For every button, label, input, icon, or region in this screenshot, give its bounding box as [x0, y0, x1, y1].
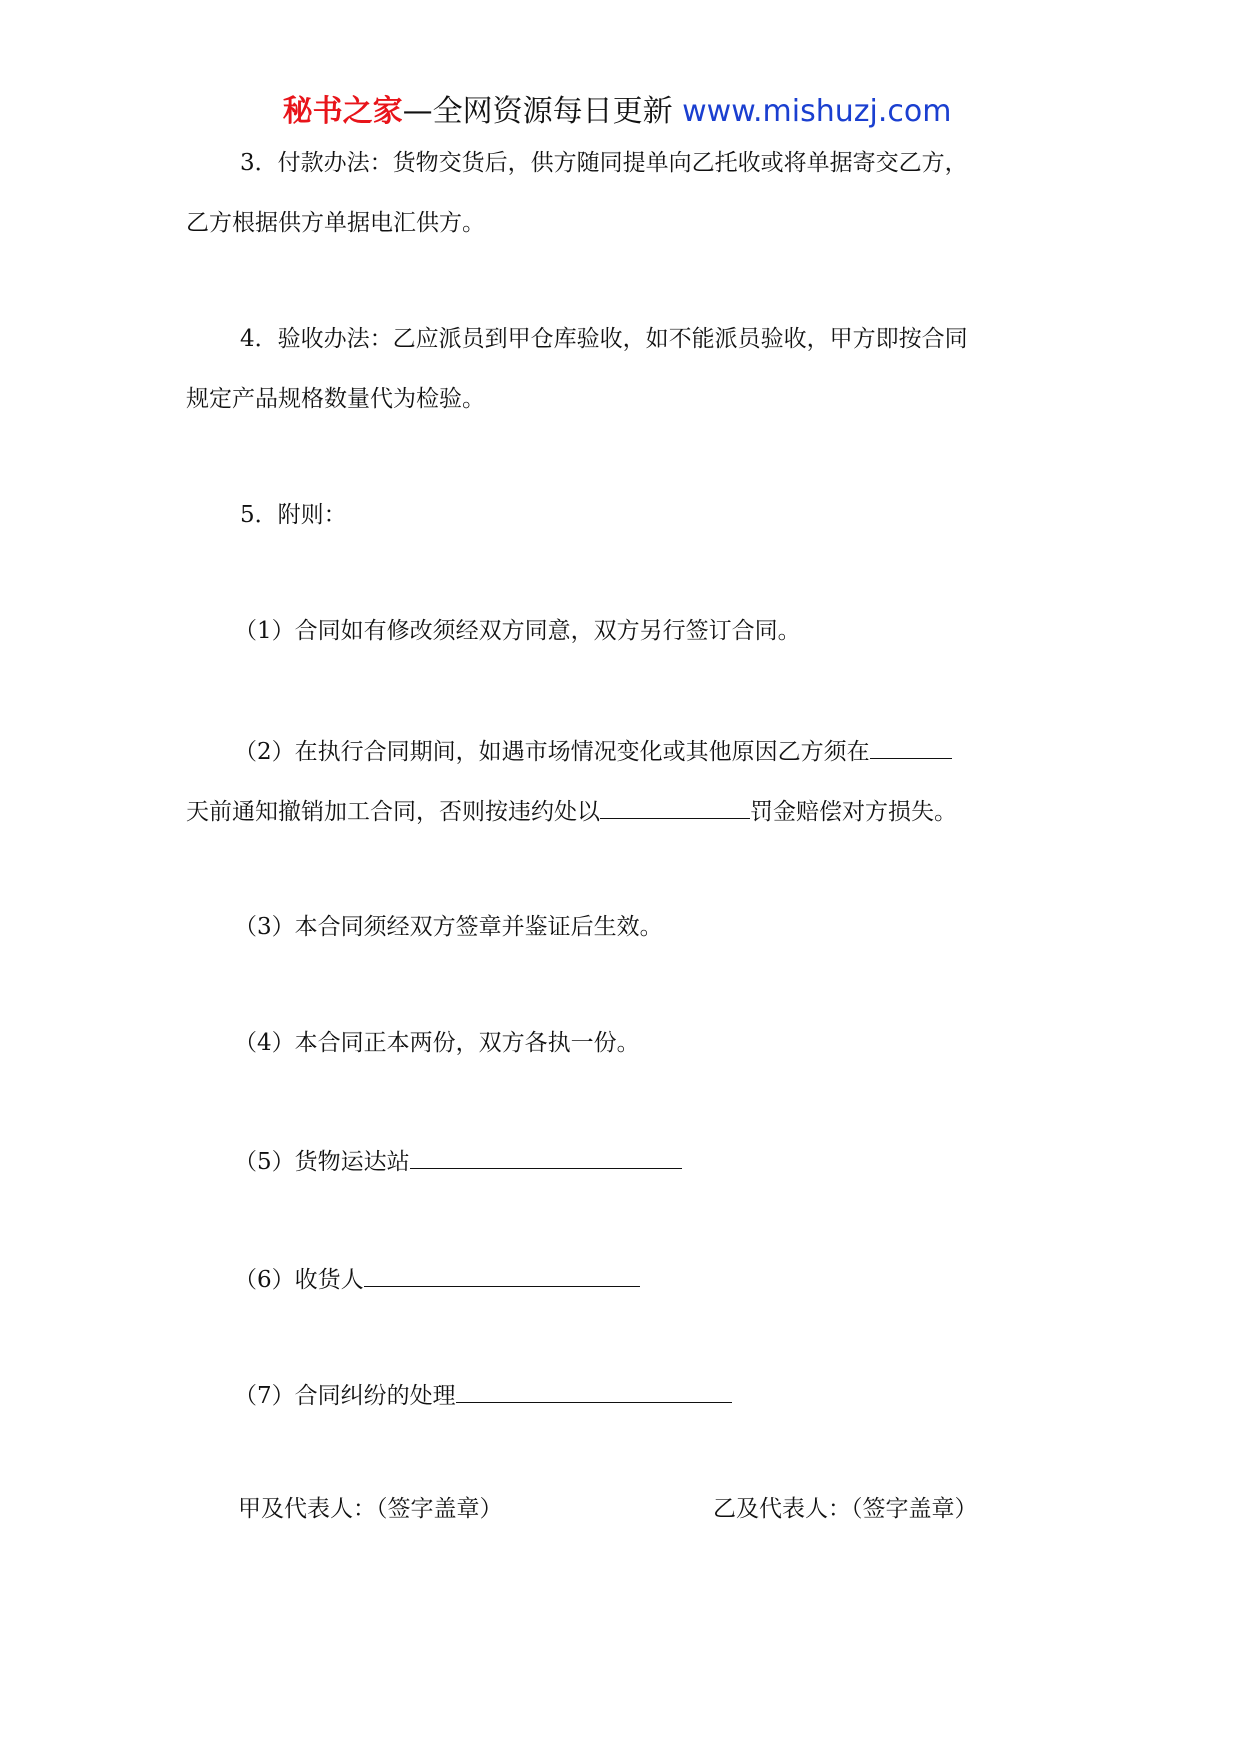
appendix-item-2-text-a: 天前通知撤销加工合同，否则按违约处以 [186, 799, 600, 825]
appendix-item-2-text: （2）在执行合同期间，如遇市场情况变化或其他原因乙方须在 [234, 739, 870, 765]
destination-station-blank[interactable] [410, 1144, 682, 1169]
dispute-handling-blank[interactable] [456, 1378, 732, 1403]
party-b-signature: 乙及代表人：（签字盖章） [713, 1496, 978, 1522]
clause-acceptance-line1: 4．验收办法：乙应派员到甲仓库验收，如不能派员验收，甲方即按合同 [240, 326, 968, 352]
appendix-item-7-label: （7）合同纠纷的处理 [234, 1383, 456, 1409]
site-tagline: —全网资源每日更新 [402, 94, 673, 129]
site-url: www.mishuzj.com [682, 94, 952, 129]
appendix-item-7 [186, 1378, 1094, 1411]
appendix-item-4: （4）本合同正本两份，双方各执一份。 [234, 1030, 640, 1056]
site-brand: 秘书之家 [282, 94, 403, 129]
appendix-item-1: （1）合同如有修改须经双方同意，双方另行签订合同。 [234, 618, 801, 644]
consignee-blank[interactable] [364, 1262, 640, 1287]
appendix-item-2-line1 [186, 734, 1094, 767]
appendix-item-6 [186, 1262, 1094, 1295]
penalty-blank-field[interactable] [600, 794, 750, 819]
party-a-signature: 甲及代表人：（签字盖章） [238, 1496, 503, 1522]
appendix-item-3: （3）本合同须经双方签章并鉴证后生效。 [234, 914, 663, 940]
clause-payment-line2: 乙方根据供方单据电汇供方。 [186, 210, 485, 236]
clause-acceptance-line2: 规定产品规格数量代为检验。 [186, 386, 485, 412]
site-header [0, 92, 1234, 132]
appendix-item-6-label: （6）收货人 [234, 1267, 364, 1293]
appendix-title: 5．附则： [240, 502, 347, 528]
days-blank-field[interactable] [870, 734, 952, 759]
appendix-item-5-label: （5）货物运达站 [234, 1149, 410, 1175]
appendix-item-5 [186, 1144, 1094, 1177]
appendix-item-2-line2 [186, 794, 1046, 827]
appendix-item-2-text-b: 罚金赔偿对方损失。 [750, 799, 957, 825]
clause-payment-line1: 3．付款办法：货物交货后，供方随同提单向乙托收或将单据寄交乙方， [240, 150, 968, 176]
